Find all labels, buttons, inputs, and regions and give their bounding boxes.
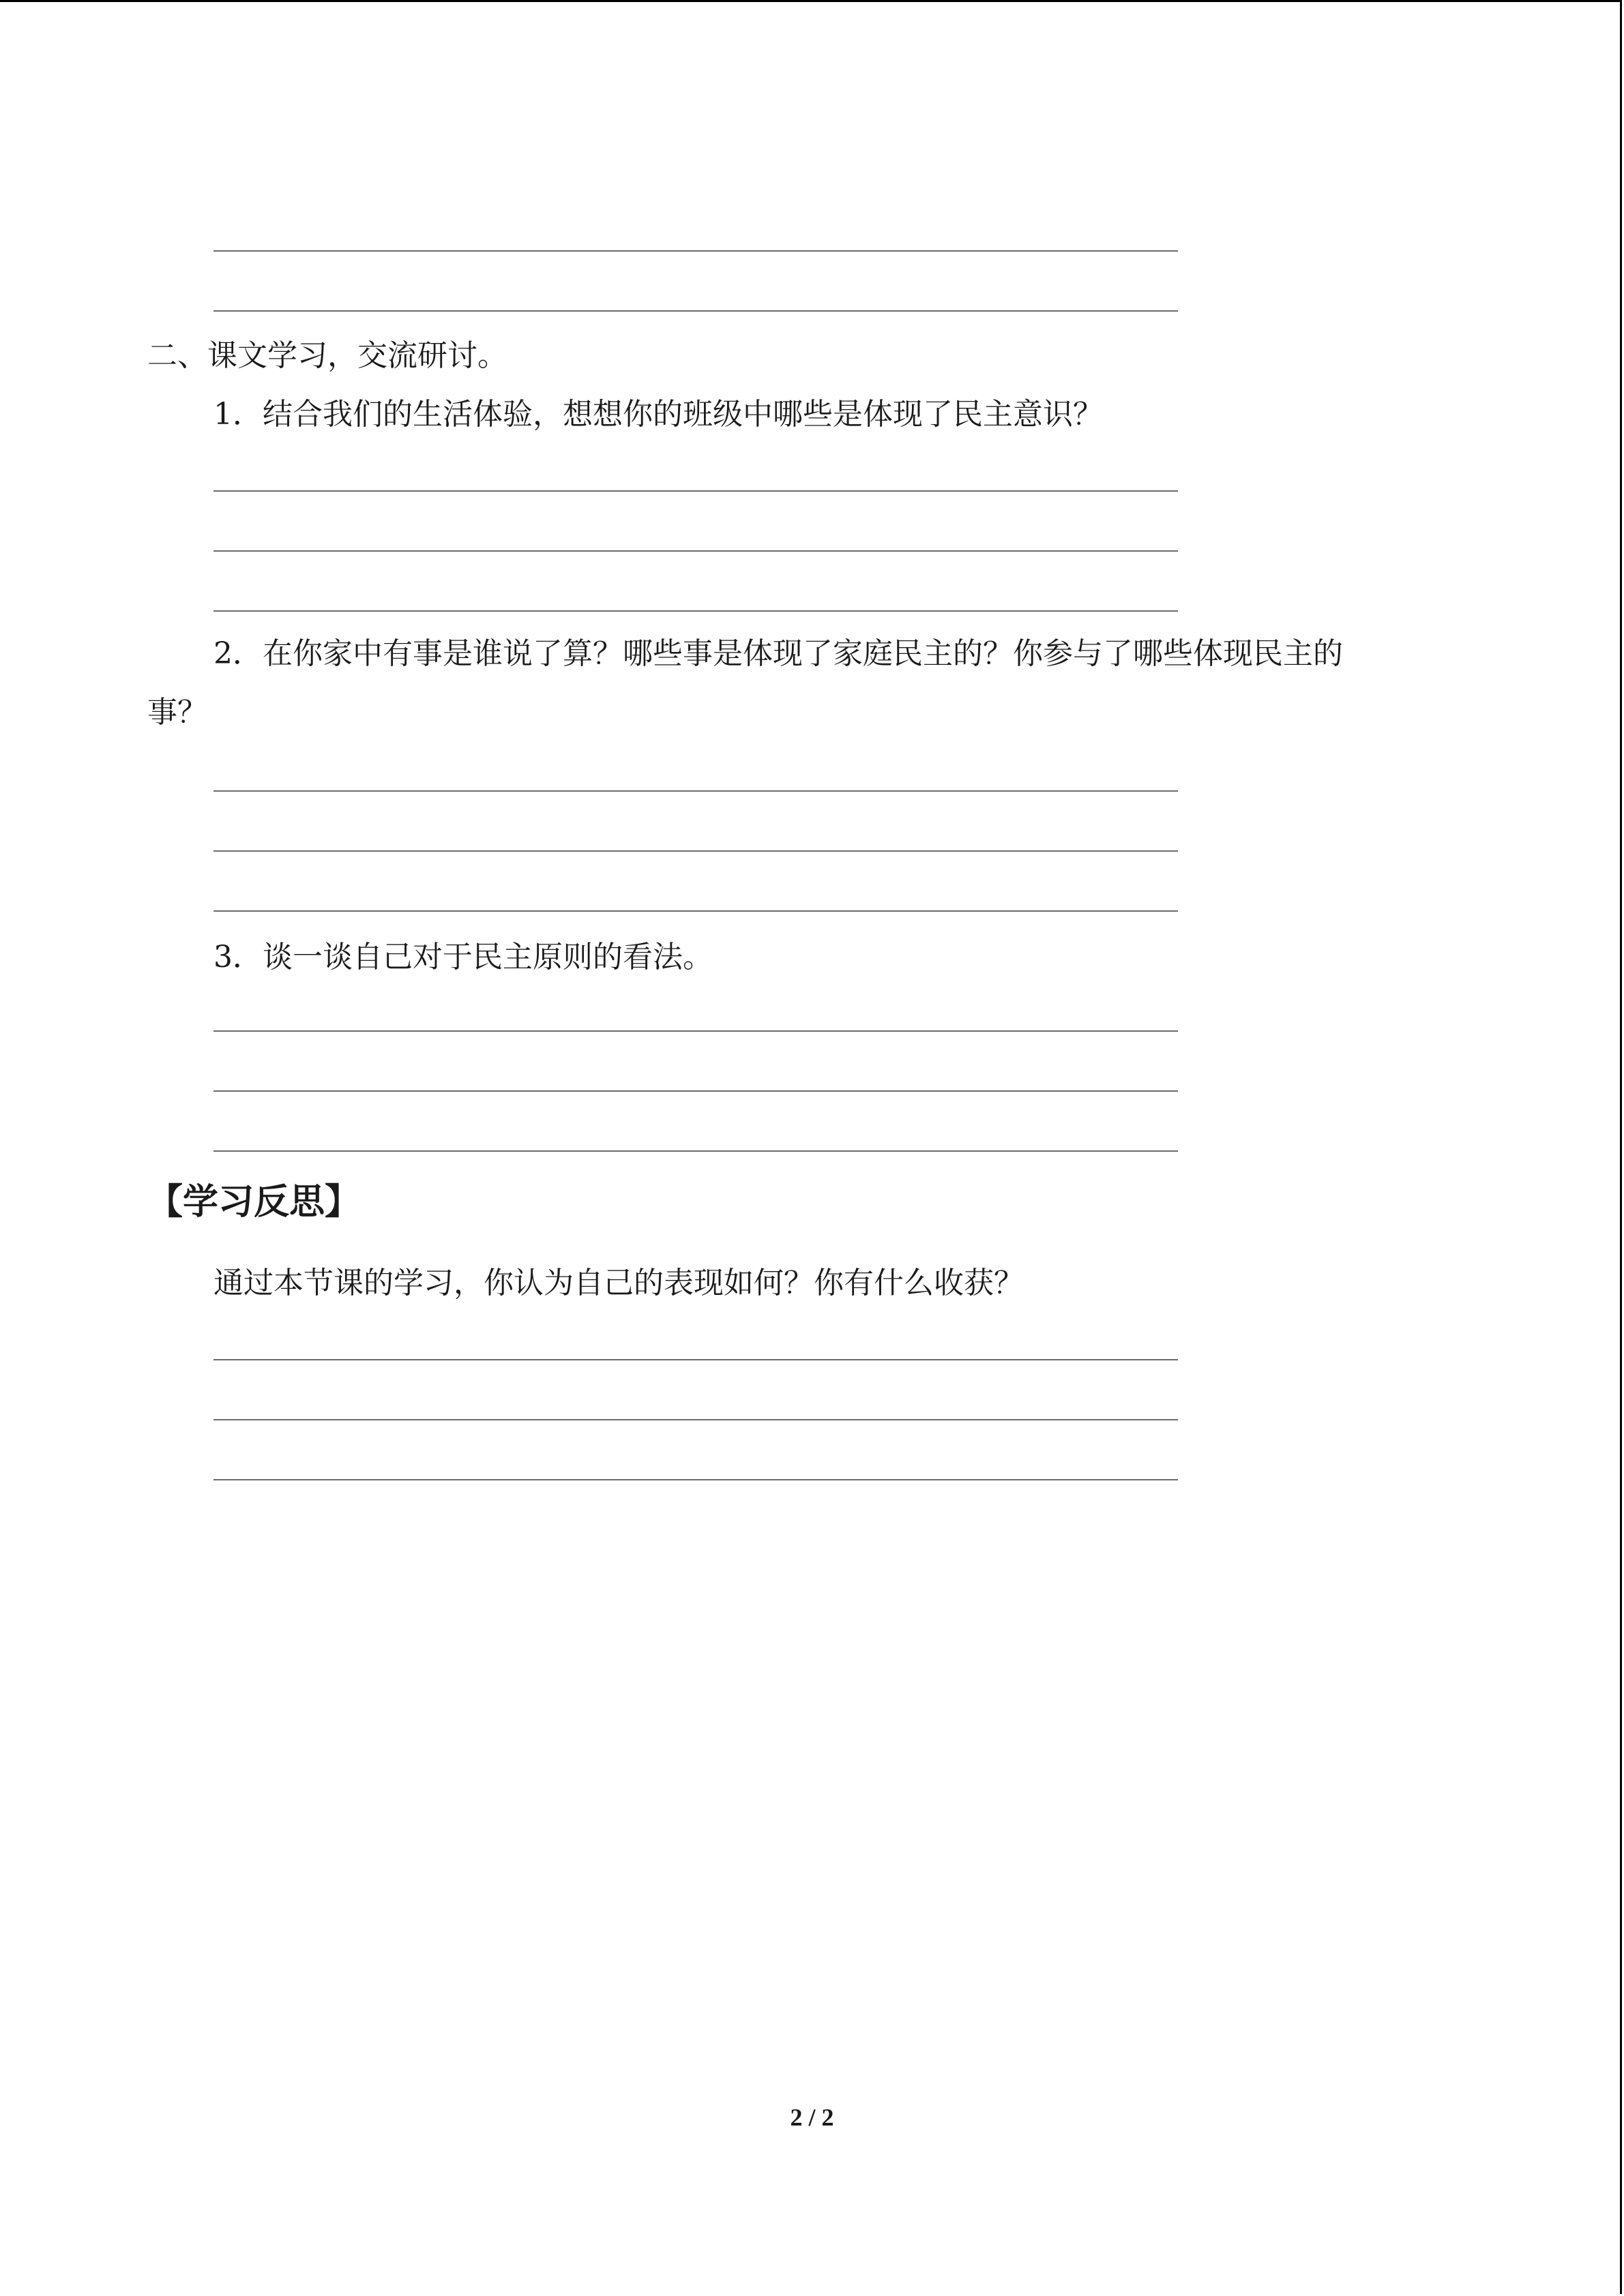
answer-line[interactable] <box>213 1150 1178 1152</box>
reflection-heading: 【学习反思】 <box>147 1182 361 1223</box>
answer-line[interactable] <box>213 1479 1178 1480</box>
answer-line[interactable] <box>213 550 1178 552</box>
answer-line[interactable] <box>213 910 1178 912</box>
answer-line[interactable] <box>213 490 1178 492</box>
answer-line[interactable] <box>213 790 1178 792</box>
answer-line[interactable] <box>213 250 1178 252</box>
answer-line[interactable] <box>213 1419 1178 1420</box>
answer-line[interactable] <box>213 310 1178 312</box>
reflection-prompt: 通过本节课的学习，你认为自己的表现如何？你有什么收获？ <box>213 1266 1024 1300</box>
answer-line[interactable] <box>213 1030 1178 1032</box>
answer-line[interactable] <box>213 1090 1178 1092</box>
section-title: 二、课文学习，交流研讨。 <box>147 338 507 373</box>
answer-line[interactable] <box>213 610 1178 612</box>
question-3: 3．谈一谈自己对于民主原则的看法。 <box>213 940 713 974</box>
page-number: 2 / 2 <box>790 2104 834 2131</box>
question-2-continued: 事？ <box>147 695 207 730</box>
answer-line[interactable] <box>213 1359 1178 1360</box>
answer-line[interactable] <box>213 850 1178 852</box>
question-2: 2．在你家中有事是谁说了算？哪些事是体现了家庭民主的？你参与了哪些体现民主的 <box>213 636 1343 671</box>
question-1: 1．结合我们的生活体验，想想你的班级中哪些是体现了民主意识？ <box>213 397 1103 432</box>
